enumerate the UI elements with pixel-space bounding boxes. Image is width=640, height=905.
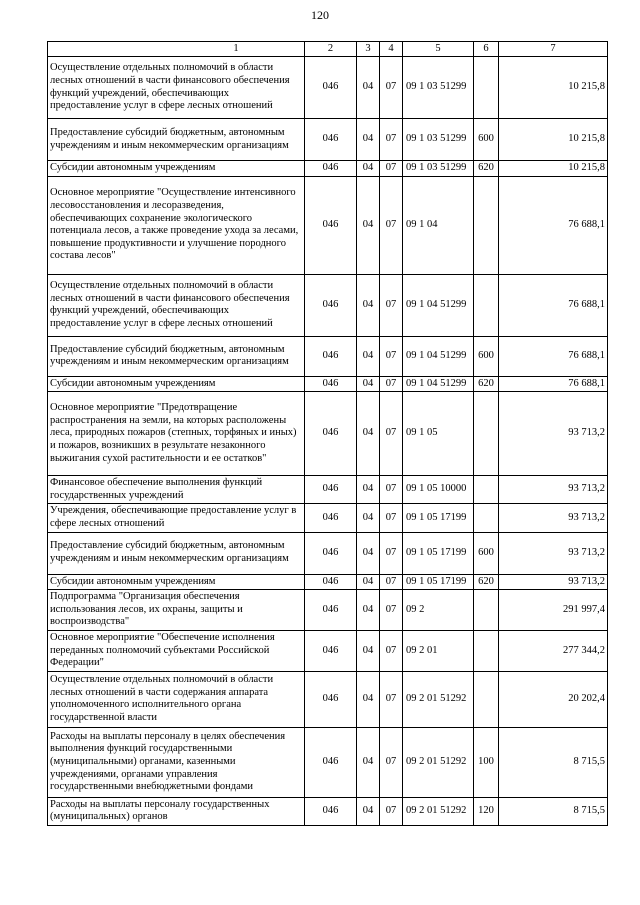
code-subsection: 07 [380,392,403,476]
code-subsection: 07 [380,532,403,574]
code-ministry: 046 [305,574,357,590]
code-ministry: 046 [305,336,357,376]
code-section: 04 [357,727,380,797]
code-expense-type: 620 [474,376,499,392]
amount: 8 715,5 [499,727,608,797]
code-subsection: 07 [380,161,403,177]
code-section: 04 [357,376,380,392]
row-description: Осуществление отдельных полномочий в области лесных отношений в части содержания аппарата уполномоченного исполнительного органа государственной власти [48,671,305,727]
table-row [48,57,608,119]
code-target-article: 09 1 04 51299 [403,336,474,376]
code-expense-type: 620 [474,161,499,177]
table-row [48,630,608,671]
code-section: 04 [357,161,380,177]
code-section: 04 [357,590,380,631]
table-row [48,274,608,336]
code-section: 04 [357,392,380,476]
row-description: Предоставление субсидий бюджетным, автономным учреждениям и иным некоммерческим организациям [48,336,305,376]
amount: 8 715,5 [499,797,608,825]
table-row [48,119,608,161]
header-col-3: 3 [357,42,380,57]
code-target-article: 09 2 01 51292 [403,797,474,825]
code-expense-type: 120 [474,797,499,825]
amount: 10 215,8 [499,119,608,161]
code-subsection: 07 [380,57,403,119]
amount: 93 713,2 [499,532,608,574]
code-subsection: 07 [380,630,403,671]
code-target-article: 09 2 01 [403,630,474,671]
code-target-article: 09 2 01 51292 [403,727,474,797]
code-target-article: 09 1 04 51299 [403,376,474,392]
code-subsection: 07 [380,176,403,274]
code-target-article: 09 1 05 17199 [403,574,474,590]
code-section: 04 [357,274,380,336]
table-row [48,476,608,504]
code-section: 04 [357,476,380,504]
code-target-article: 09 1 04 [403,176,474,274]
code-target-article: 09 1 05 [403,392,474,476]
code-target-article: 09 1 05 17199 [403,532,474,574]
row-description: Расходы на выплаты персоналу государственных (муниципальных) органов [48,797,305,825]
amount: 10 215,8 [499,161,608,177]
code-section: 04 [357,119,380,161]
code-ministry: 046 [305,161,357,177]
table-row [48,671,608,727]
code-section: 04 [357,671,380,727]
code-ministry: 046 [305,797,357,825]
code-ministry: 046 [305,57,357,119]
code-target-article: 09 1 05 10000 [403,476,474,504]
table-row [48,336,608,376]
amount: 76 688,1 [499,176,608,274]
code-ministry: 046 [305,476,357,504]
code-expense-type: 600 [474,532,499,574]
header-col-5: 5 [403,42,474,57]
amount: 93 713,2 [499,504,608,532]
code-subsection: 07 [380,336,403,376]
code-ministry: 046 [305,274,357,336]
code-expense-type: 600 [474,119,499,161]
code-section: 04 [357,504,380,532]
table-row [48,161,608,177]
row-description: Финансовое обеспечение выполнения функций государственных учреждений [48,476,305,504]
row-description: Подпрограмма "Организация обеспечения использования лесов, их охраны, защиты и воспроизводства" [48,590,305,631]
code-target-article: 09 1 03 51299 [403,57,474,119]
code-expense-type [474,57,499,119]
amount: 93 713,2 [499,392,608,476]
code-ministry: 046 [305,727,357,797]
code-section: 04 [357,797,380,825]
code-expense-type [474,630,499,671]
code-expense-type [474,274,499,336]
header-col-2: 2 [305,42,357,57]
code-section: 04 [357,336,380,376]
row-description: Расходы на выплаты персоналу в целях обеспечения выполнения функций государственными (муниципальными) органами, казенными учреждениями, органами управления государственными внебюджетными фондами [48,727,305,797]
code-expense-type [474,176,499,274]
code-subsection: 07 [380,727,403,797]
code-subsection: 07 [380,590,403,631]
row-description: Субсидии автономным учреждениям [48,574,305,590]
amount: 76 688,1 [499,376,608,392]
code-ministry: 046 [305,392,357,476]
page-number: 120 [311,8,329,22]
table-row [48,797,608,825]
amount: 76 688,1 [499,274,608,336]
table-row [48,590,608,631]
code-target-article: 09 2 01 51292 [403,671,474,727]
header-col-4: 4 [380,42,403,57]
code-subsection: 07 [380,119,403,161]
row-description: Осуществление отдельных полномочий в области лесных отношений в части финансового обеспечения функций учреждений, обеспечивающих предоставление услуг в сфере лесных отношений [48,274,305,336]
code-ministry: 046 [305,532,357,574]
row-description: Предоставление субсидий бюджетным, автономным учреждениям и иным некоммерческим организациям [48,532,305,574]
row-description: Основное мероприятие "Предотвращение распространения на земли, на которых расположены леса, природных пожаров (степных, торфяных и иных) и пожаров, возникших в результате незаконного выжигания сухой растительности и ее остатков" [48,392,305,476]
row-description: Субсидии автономным учреждениям [48,161,305,177]
amount: 291 997,4 [499,590,608,631]
table-row [48,376,608,392]
code-ministry: 046 [305,504,357,532]
code-target-article: 09 2 [403,590,474,631]
row-description: Предоставление субсидий бюджетным, автономным учреждениям и иным некоммерческим организациям [48,119,305,161]
code-expense-type: 620 [474,574,499,590]
code-expense-type [474,392,499,476]
code-ministry: 046 [305,119,357,161]
amount: 76 688,1 [499,336,608,376]
header-row [48,42,608,57]
code-ministry: 046 [305,590,357,631]
amount: 93 713,2 [499,476,608,504]
code-section: 04 [357,532,380,574]
row-description: Основное мероприятие "Обеспечение исполнения переданных полномочий субъектами Российской Федерации" [48,630,305,671]
code-target-article: 09 1 04 51299 [403,274,474,336]
code-subsection: 07 [380,376,403,392]
code-ministry: 046 [305,176,357,274]
table-row [48,504,608,532]
code-section: 04 [357,176,380,274]
code-ministry: 046 [305,376,357,392]
code-ministry: 046 [305,671,357,727]
code-expense-type [474,590,499,631]
code-expense-type [474,504,499,532]
row-description: Основное мероприятие "Осуществление интенсивного лесовосстановления и лесоразведения, обеспечивающих сохранение экологического потенциала лесов, а также проведение ухода за лесами, повышение продуктивности и улучшение породного состава лесов" [48,176,305,274]
code-expense-type: 600 [474,336,499,376]
budget-table [47,41,608,826]
row-description: Субсидии автономным учреждениям [48,376,305,392]
code-target-article: 09 1 05 17199 [403,504,474,532]
row-description: Осуществление отдельных полномочий в области лесных отношений в части финансового обеспечения функций учреждений, обеспечивающих предоставление услуг в сфере лесных отношений [48,57,305,119]
table-row [48,176,608,274]
table-row [48,727,608,797]
table-row [48,574,608,590]
code-subsection: 07 [380,504,403,532]
code-subsection: 07 [380,671,403,727]
code-subsection: 07 [380,574,403,590]
header-col-6: 6 [474,42,499,57]
code-subsection: 07 [380,274,403,336]
header-col-1: 1 [48,42,305,57]
amount: 10 215,8 [499,57,608,119]
code-target-article: 09 1 03 51299 [403,161,474,177]
table-row [48,392,608,476]
code-expense-type: 100 [474,727,499,797]
header-col-7: 7 [499,42,608,57]
code-subsection: 07 [380,476,403,504]
code-ministry: 046 [305,630,357,671]
amount: 20 202,4 [499,671,608,727]
table-row [48,532,608,574]
amount: 93 713,2 [499,574,608,590]
amount: 277 344,2 [499,630,608,671]
code-section: 04 [357,630,380,671]
code-section: 04 [357,574,380,590]
code-expense-type [474,476,499,504]
code-section: 04 [357,57,380,119]
code-expense-type [474,671,499,727]
row-description: Учреждения, обеспечивающие предоставление услуг в сфере лесных отношений [48,504,305,532]
code-target-article: 09 1 03 51299 [403,119,474,161]
code-subsection: 07 [380,797,403,825]
